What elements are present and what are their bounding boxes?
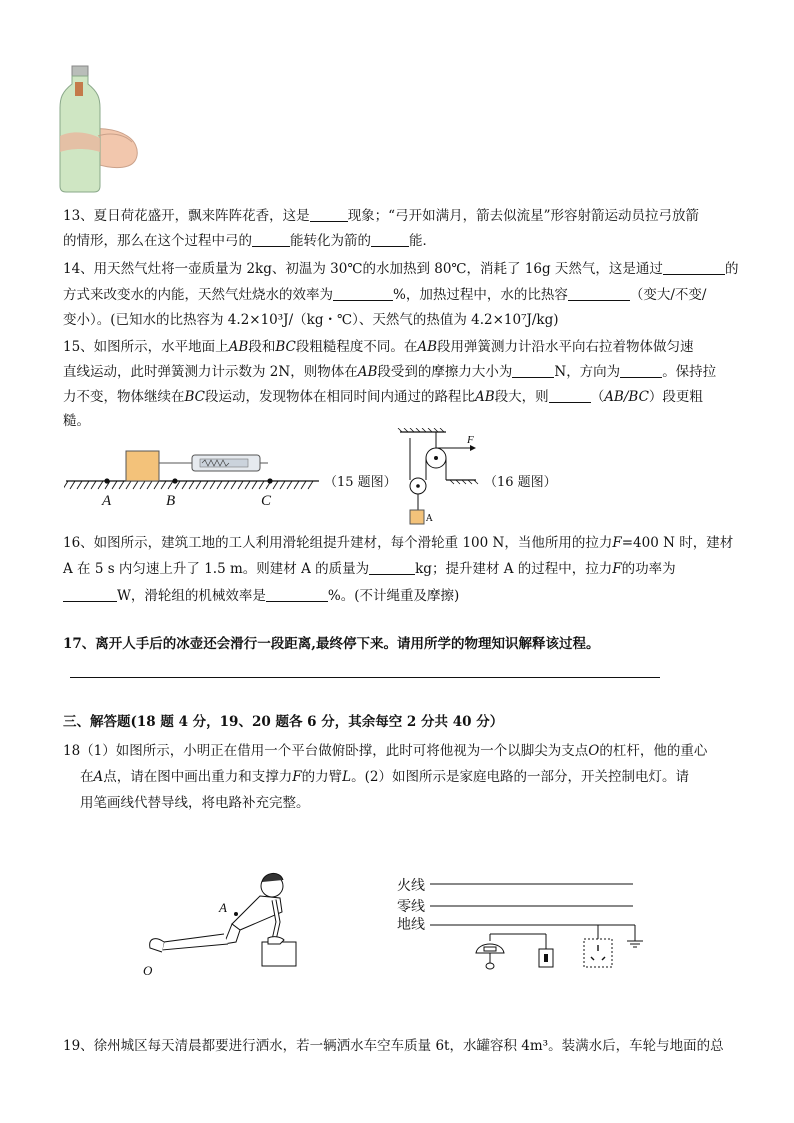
q14-line2: 方式来改变水的内能，天然气灶烧水的效率为 %，加热过程中，水的比热容 （变大/不变/ — [63, 287, 707, 303]
pushup-figure — [140, 868, 325, 978]
ground-hatch — [294, 481, 299, 489]
ground-hatch — [126, 481, 131, 489]
ground-hatch — [196, 481, 201, 489]
q13-blank-2[interactable] — [252, 232, 290, 247]
wire-label-zero: 零线 — [397, 899, 425, 915]
ground-hatch — [217, 481, 222, 489]
q15-line1: 15、如图所示，水平地面上AB段和BC段粗糙程度不同。在AB段用弹簧测力计沿水平向右拉着物体做匀速 — [63, 339, 694, 355]
wire-label-ground: 地线 — [397, 917, 425, 933]
ground-hatch — [238, 481, 243, 489]
ground-hatch — [64, 481, 68, 489]
q16-line3: W，滑轮组的机械效率是 %。(不计绳重及摩擦) — [63, 586, 733, 606]
bottle-cap — [72, 66, 88, 76]
q16-blank-3[interactable] — [266, 587, 328, 602]
q18-line2: 在A点，请在图中画出重力和支撑力F的力臂L。(2）如图所示是家庭电路的一部分，开关控制电灯。请 — [80, 769, 689, 785]
point-c-marker — [267, 478, 272, 483]
ground-hatch — [112, 481, 117, 489]
q14-line1: 14、用天然气灶将一壶质量为 2kg、初温为 30℃的水加热到 80℃，消耗了 16g 天然气，这是通过 的 — [63, 261, 739, 277]
ground-hatch — [273, 481, 278, 489]
q13-line1: 13、夏日荷花盛开，飘来阵阵花香，这是 现象；“弓开如满月，箭去似流星”形容射箭运动员拉弓放箭 — [63, 208, 699, 224]
q13-line2: 的情形，那么在这个过程中弓的 能转化为箭的 能． — [63, 233, 436, 249]
ground-hatch — [133, 481, 138, 489]
q19-line1: 19、徐州城区每天清晨都要进行洒水，若一辆洒水车空车质量 6t，水罐容积 4m³。装满水后，车轮与地面的总 — [63, 1038, 724, 1054]
ground-hatch — [182, 481, 187, 489]
fig16-caption: （16 题图） — [484, 475, 557, 490]
ground-hatch — [91, 481, 96, 489]
ground-hatch — [210, 481, 215, 489]
point-b-marker — [172, 478, 177, 483]
q14-blank-1[interactable] — [663, 260, 725, 275]
q15-blank-1[interactable] — [512, 363, 554, 378]
q16-blank-1[interactable] — [369, 560, 415, 575]
section3-title: 三、解答题(18 题 4 分，19、20 题各 6 分，其余每空 2 分共 40 分） — [63, 714, 504, 730]
q15-line2: 直线运动，此时弹簧测力计示数为 2N，则物体在AB段受到的摩擦力大小为 N，方向为 。保持拉 — [63, 364, 717, 380]
q15-blank-2[interactable] — [620, 363, 662, 378]
ground-hatch — [154, 481, 159, 489]
ground-hatch — [84, 481, 89, 489]
ground-hatch — [308, 481, 313, 489]
ground-hatch — [203, 481, 208, 489]
pushup-label-o: O — [143, 963, 153, 978]
bottle-label — [75, 82, 83, 96]
bottle-hand-figure — [58, 62, 148, 194]
point-a-marker — [104, 478, 109, 483]
q17-text: 17、离开人手后的冰壶还会滑行一段距离,最终停下来。请用所学的物理知识解释该过程。 — [63, 636, 600, 652]
q18-line1: 18（1）如图所示，小明正在借用一个平台做俯卧撑，此时可将他视为一个以脚尖为支点O的杠杆，他的重心 — [63, 743, 708, 759]
ground-hatch — [231, 481, 236, 489]
q15-line3: 力不变，物体继续在BC段运动，发现物体在相同时间内通过的路程比AB段大，则 （AB/BC）段更粗 — [63, 389, 703, 405]
material-block — [410, 510, 424, 524]
platform — [262, 942, 296, 966]
fig16-pulley-figure — [390, 428, 490, 530]
circuit-figure[interactable] — [420, 875, 660, 975]
pushup-label-a: A — [219, 900, 227, 915]
q15-line4: 糙。 — [63, 413, 90, 429]
socket-icon — [584, 939, 612, 967]
ground-hatch — [119, 481, 124, 489]
ground-hatch — [252, 481, 257, 489]
q17-answer-line[interactable] — [70, 677, 660, 678]
ground-hatch — [161, 481, 166, 489]
q14-line3: 变小）。(已知水的比热容为 4.2×10³J/（kg・℃）、天然气的热值为 4.2×10⁷J/kg) — [63, 312, 559, 328]
ground-hatch — [287, 481, 292, 489]
fig15-caption: （15 题图） — [324, 475, 397, 490]
ground-hatch — [259, 481, 264, 489]
ground-hatch — [189, 481, 194, 489]
fig15-label-b: B — [166, 493, 176, 509]
ground-hatch — [280, 481, 285, 489]
q16-line1: 16、如图所示，建筑工地的工人利用滑轮组提升建材，每个滑轮重 100 N，当他所用的拉力F=400 N 时，建材 — [63, 535, 734, 551]
wire-label-fire: 火线 — [397, 878, 425, 894]
block — [126, 451, 159, 481]
ground-hatch — [147, 481, 152, 489]
q13-blank-3[interactable] — [371, 232, 409, 247]
ground-hatch — [140, 481, 145, 489]
fig15-label-a: A — [102, 493, 112, 509]
q13-blank-1[interactable] — [310, 207, 348, 222]
fig16-label-f: F — [467, 434, 474, 446]
q14-blank-3[interactable] — [568, 286, 630, 301]
q15-blank-3[interactable] — [549, 388, 591, 403]
ground-hatch — [98, 481, 103, 489]
ground-hatch — [168, 481, 173, 489]
q18-line3: 用笔画线代替导线，将电路补充完整。 — [80, 795, 310, 811]
ground-hatch — [77, 481, 82, 489]
fig15-label-c: C — [261, 493, 272, 509]
q16-line2: A 在 5 s 内匀速上升了 1.5 m。则建材 A 的质量为 kg；提升建材 A 的过程中，拉力F的功率为 — [63, 561, 676, 577]
ground-hatch — [301, 481, 306, 489]
fig16-label-a: A — [426, 514, 433, 524]
ground-hatch — [245, 481, 250, 489]
q14-blank-2[interactable] — [333, 286, 393, 301]
q16-blank-2[interactable] — [63, 587, 117, 602]
ground-hatch — [70, 481, 75, 489]
ground-hatch — [224, 481, 229, 489]
